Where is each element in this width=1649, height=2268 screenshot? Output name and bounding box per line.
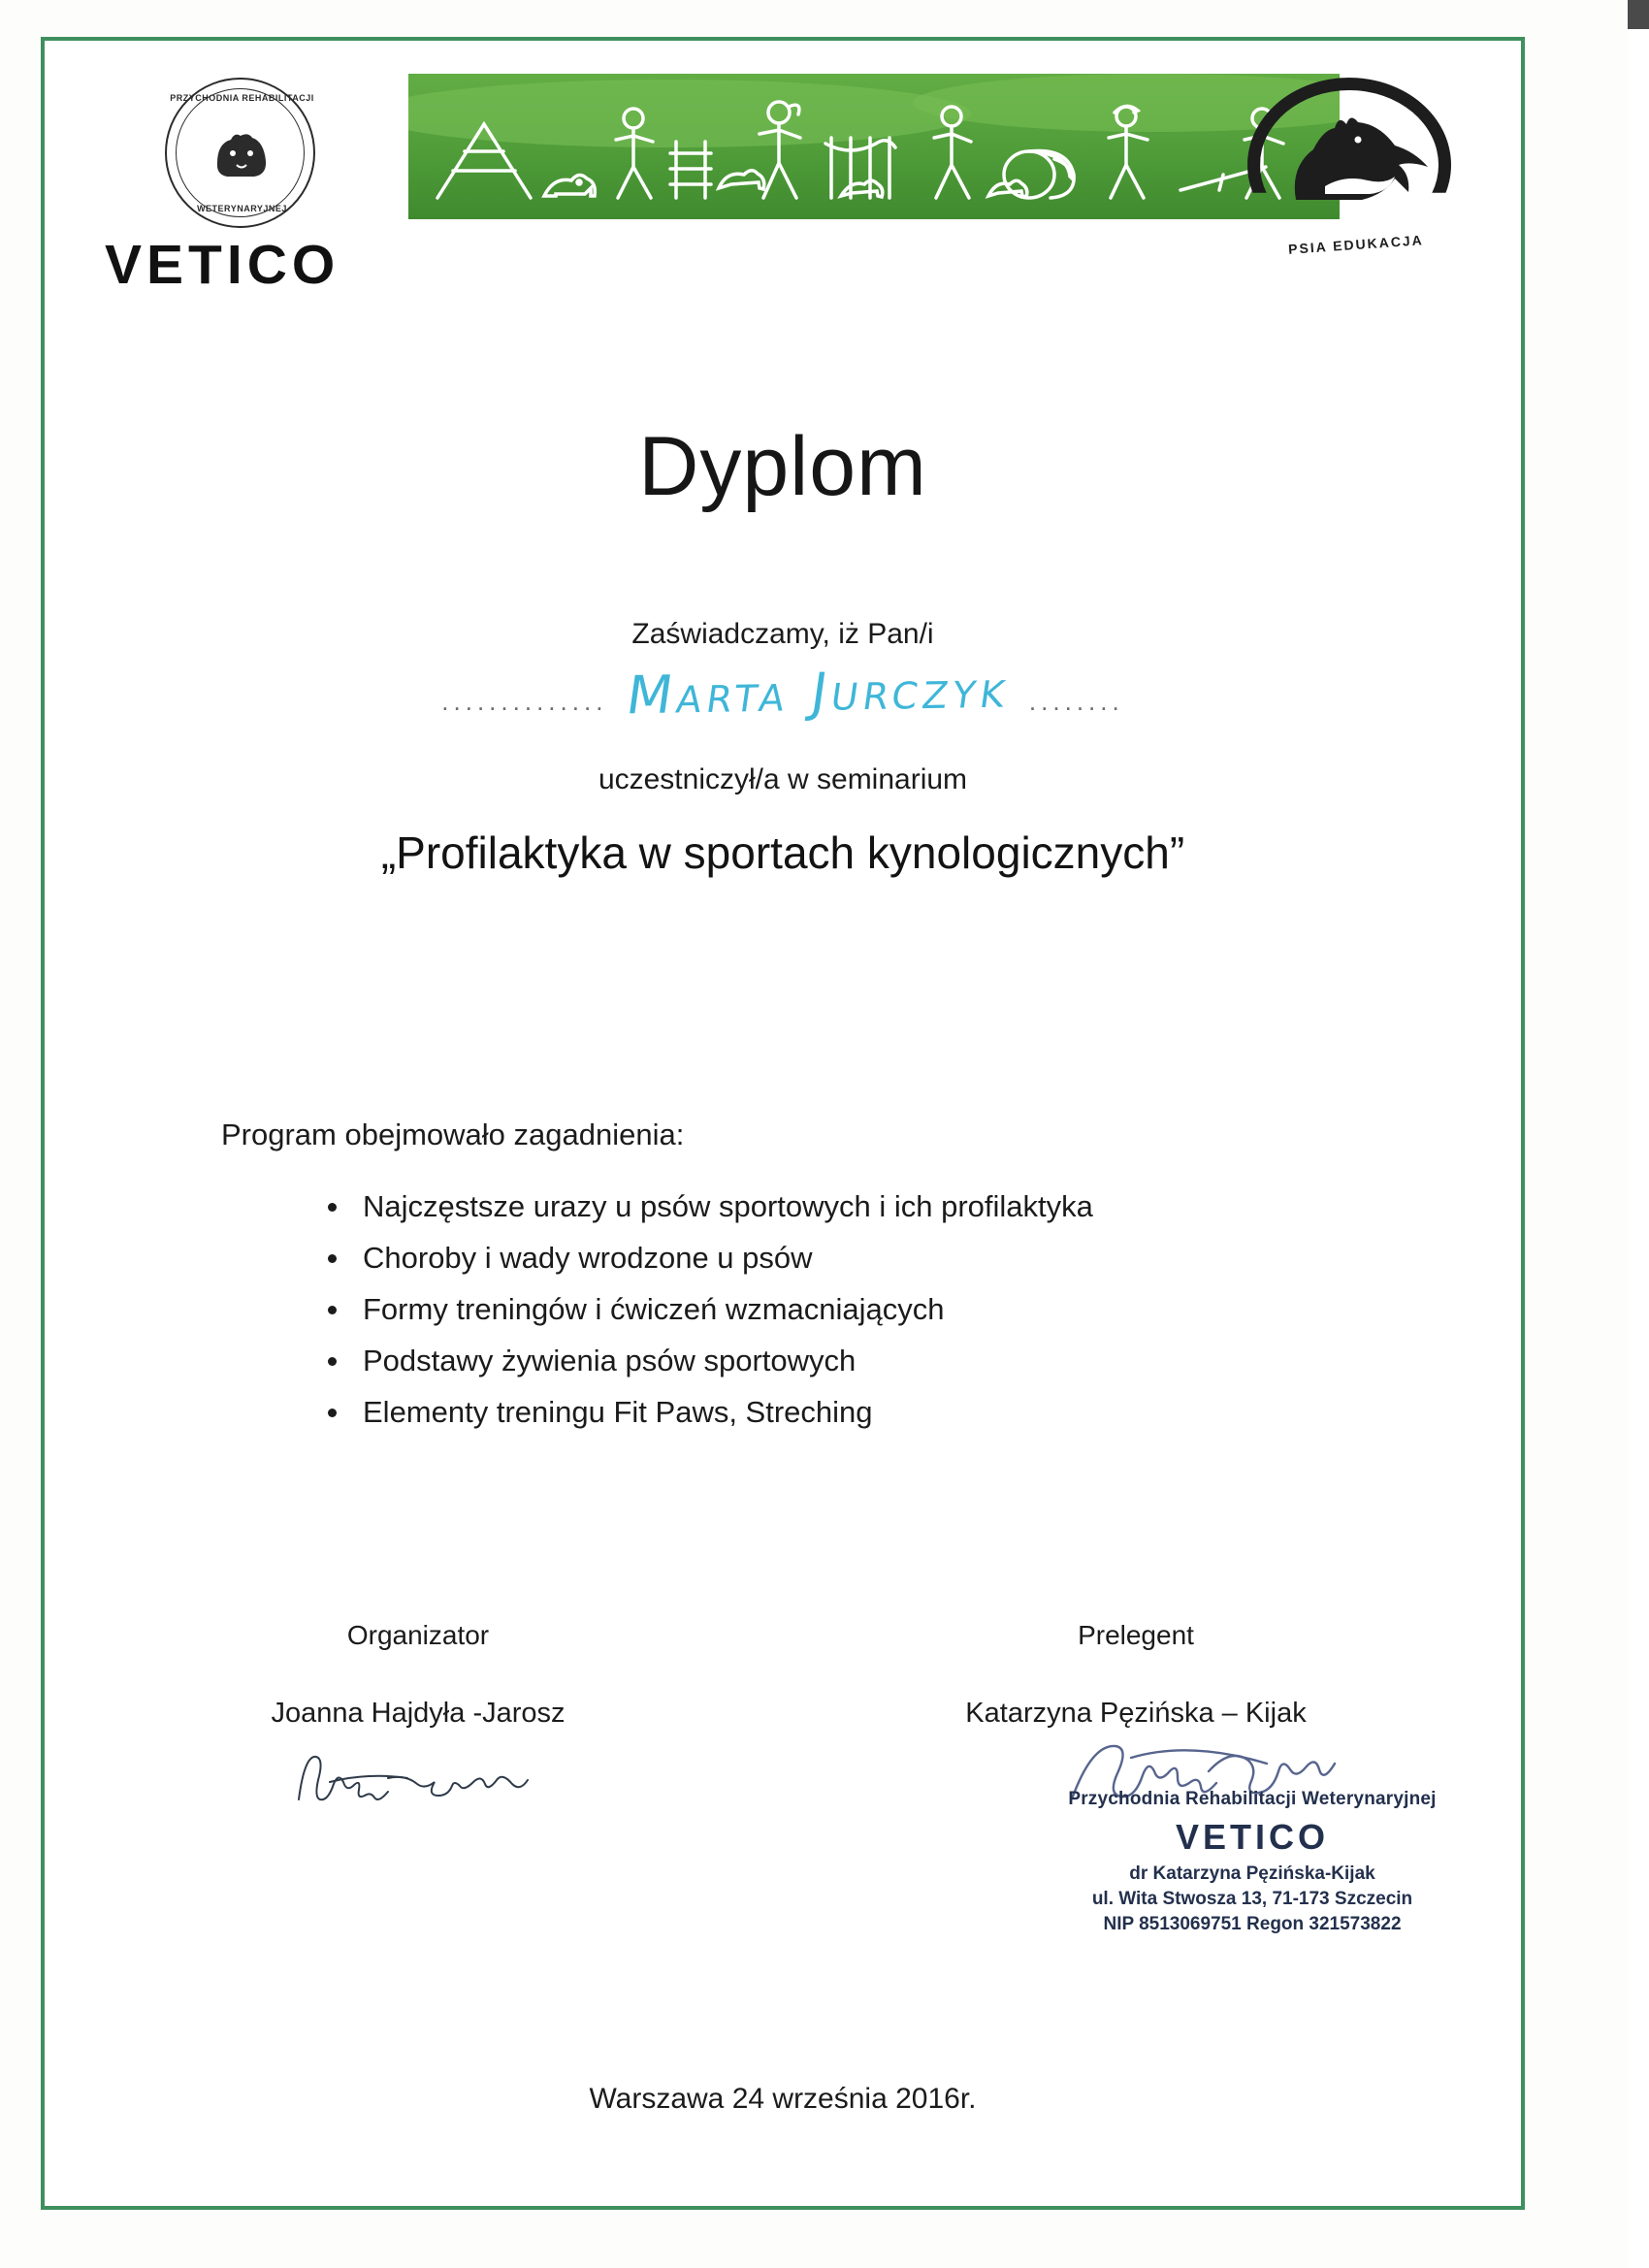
speaker-role-label: Prelegent [1078, 1620, 1194, 1650]
list-item: Podstawy żywienia psów sportowych [322, 1335, 1093, 1386]
certificate-frame [41, 37, 1525, 2210]
speaker-name: Katarzyna Pęzińska – Kijak [965, 1698, 1307, 1729]
agility-banner-image [408, 74, 1340, 219]
vetico-wordmark: VETICO [105, 234, 340, 296]
bulldog-icon [208, 124, 275, 184]
psia-edukacja-logo [1242, 74, 1465, 258]
program-heading: Program obejmowało zagadnienia: [221, 1118, 685, 1151]
company-stamp-line-3: dr Katarzyna Pęzińska-Kijak [1129, 1863, 1375, 1885]
banner-figures-icon [408, 74, 1340, 219]
list-item: Elementy treningu Fit Paws, Streching [322, 1386, 1093, 1438]
scan-right-margin [1628, 0, 1649, 2268]
recipient-name: Marta Jurczyk [622, 658, 1015, 727]
list-item: Choroby i wady wrodzone u psów [322, 1232, 1093, 1283]
organizer-handwritten-signature [285, 1743, 557, 1811]
list-item: Najczęstsze urazy u psów sportowych i ich profilaktyka [322, 1181, 1093, 1232]
shepherd-dog-icon [1242, 83, 1465, 239]
company-stamp-line-4: ul. Wita Stwosza 13, 71-173 Szczecin [1091, 1888, 1413, 1909]
speaker-signature-block [864, 1620, 1407, 1730]
vetico-seal-icon [165, 78, 315, 228]
company-stamp-line-5: NIP 8513069751 Regon 321573822 [1103, 1913, 1402, 1934]
company-stamp-line-1: Przychodnia Rehabilitacji Weterynaryjnej [1068, 1789, 1437, 1809]
organizer-signature-block [190, 1620, 646, 1730]
list-item: Formy treningów i ćwiczeń wzmacniających [322, 1283, 1093, 1335]
place-and-date: Warszawa 24 września 2016r. [589, 2083, 977, 2115]
company-stamp-brand: VETICO [1175, 1816, 1329, 1857]
vetico-logo [105, 60, 435, 296]
page-title: Dyplom [638, 420, 927, 513]
attestation-line: Zaświadczamy, iż Pan/i [631, 618, 934, 650]
program-list [299, 1181, 1093, 1438]
dotted-line-left: .............. [441, 687, 608, 716]
dotted-line-right: ........ [1028, 687, 1124, 716]
scan-top-corner-mark [1628, 0, 1649, 29]
psia-edukacja-label: PSIA EDUKACJA [1287, 232, 1425, 257]
seminar-title: „Profilaktyka w sportach kynologicznych” [380, 827, 1185, 878]
participation-line: uczestniczył/a w seminarium [598, 763, 968, 795]
company-stamp [1024, 1787, 1480, 1936]
recipient-name-row [45, 658, 1521, 727]
organizer-name: Joanna Hajdyła -Jarosz [271, 1698, 566, 1729]
vetico-seal-bottom-text: WETERYNARYJNEJ [197, 204, 287, 213]
vetico-seal-top-text: PRZYCHODNIA REHABILITACJI [170, 93, 314, 103]
certificate-header [45, 41, 1521, 322]
organizer-role-label: Organizator [346, 1620, 490, 1650]
